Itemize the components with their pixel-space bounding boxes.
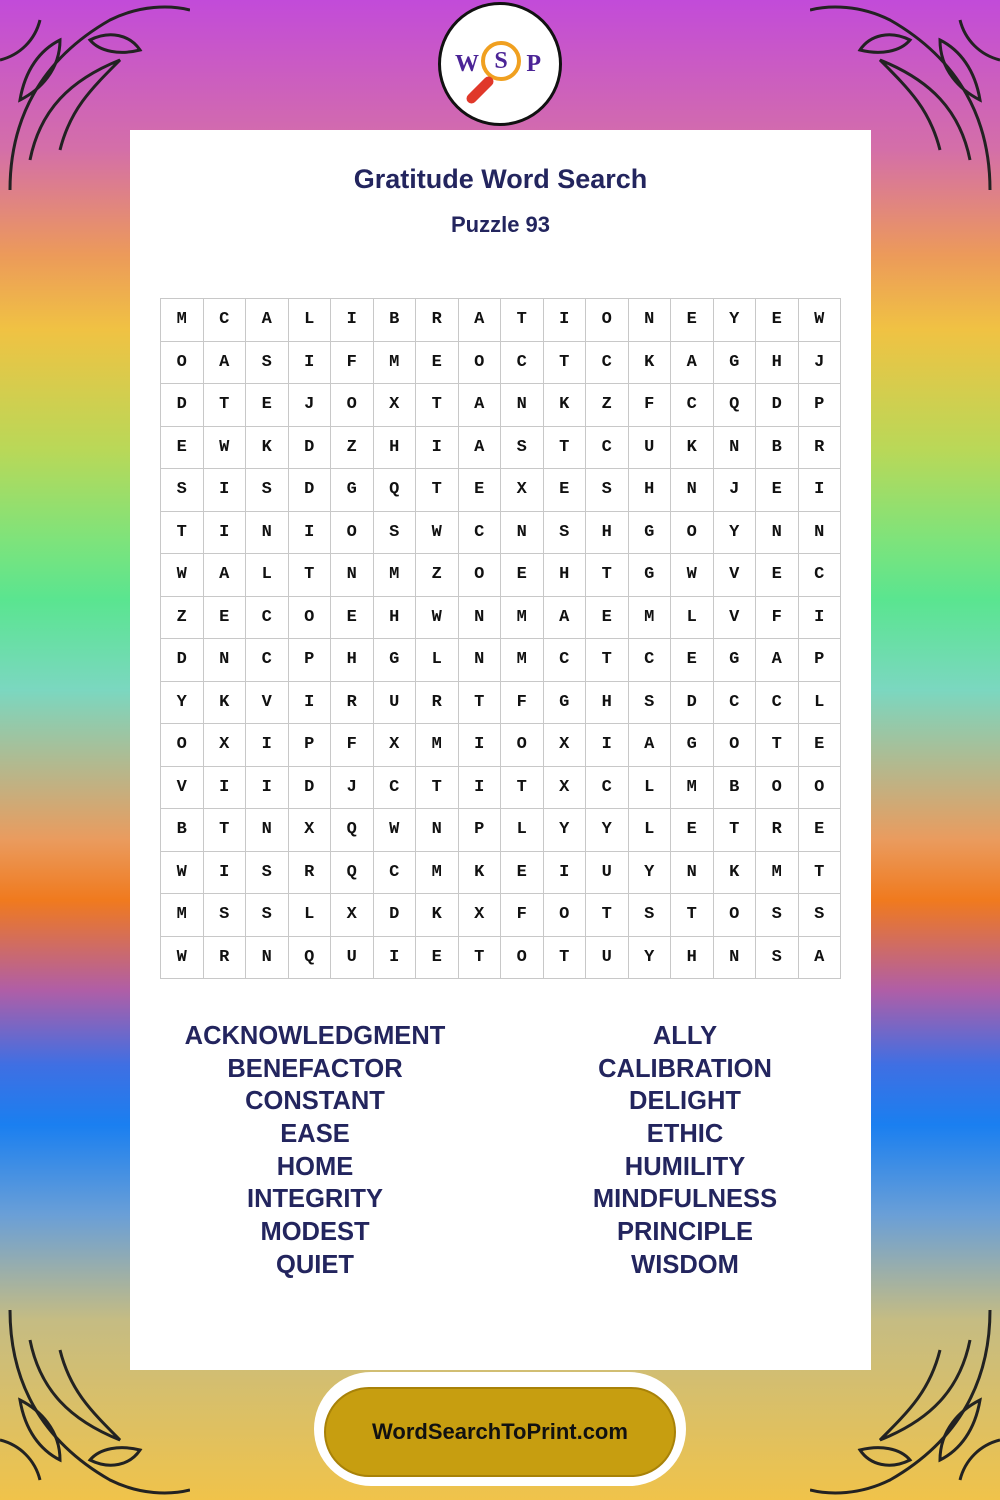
grid-cell[interactable]: W (416, 512, 459, 555)
grid-cell[interactable]: U (629, 427, 672, 470)
grid-cell[interactable]: O (459, 342, 502, 385)
grid-cell[interactable]: H (331, 639, 374, 682)
grid-cell[interactable]: Z (161, 597, 204, 640)
grid-cell[interactable]: K (629, 342, 672, 385)
magnifier-handle (464, 74, 495, 105)
grid-cell[interactable]: S (756, 937, 799, 980)
grid-cell[interactable]: I (799, 597, 842, 640)
word-list-item: ETHIC (646, 1120, 724, 1149)
grid-cell[interactable]: J (714, 469, 757, 512)
grid-cell[interactable]: H (629, 469, 672, 512)
grid-cell[interactable]: E (671, 639, 714, 682)
grid-cell[interactable]: E (799, 724, 842, 767)
grid-cell[interactable]: N (459, 597, 502, 640)
grid-cell[interactable]: N (246, 512, 289, 555)
grid-cell[interactable]: O (161, 724, 204, 767)
grid-cell[interactable]: H (586, 682, 629, 725)
footer-pill (314, 1372, 686, 1486)
grid-cell[interactable]: I (204, 852, 247, 895)
grid-cell[interactable]: S (246, 852, 289, 895)
grid-cell[interactable]: I (459, 724, 502, 767)
grid-cell[interactable]: C (204, 299, 247, 342)
grid-cell[interactable]: M (501, 597, 544, 640)
grid-cell[interactable]: S (161, 469, 204, 512)
grid-cell[interactable]: O (289, 597, 332, 640)
grid-cell[interactable]: N (671, 469, 714, 512)
grid-cell[interactable]: Q (331, 809, 374, 852)
logo-letter-p: P (526, 51, 541, 77)
grid-cell[interactable]: U (331, 937, 374, 980)
grid-cell[interactable]: E (544, 469, 587, 512)
word-list-item: WISDOM (631, 1250, 739, 1279)
grid-cell[interactable]: T (289, 554, 332, 597)
grid-cell[interactable]: H (544, 554, 587, 597)
grid-cell[interactable]: E (756, 299, 799, 342)
grid-cell[interactable]: S (756, 894, 799, 937)
grid-cell[interactable]: O (714, 894, 757, 937)
grid-cell[interactable]: P (799, 639, 842, 682)
grid-cell[interactable]: N (246, 809, 289, 852)
grid-cell[interactable]: E (459, 469, 502, 512)
grid-cell[interactable]: V (246, 682, 289, 725)
grid-cell[interactable]: A (671, 342, 714, 385)
grid-cell[interactable]: M (161, 894, 204, 937)
grid-cell[interactable]: F (501, 682, 544, 725)
grid-cell[interactable]: H (374, 597, 417, 640)
grid-cell[interactable]: N (501, 512, 544, 555)
grid-cell[interactable]: T (459, 682, 502, 725)
grid-cell[interactable]: G (671, 724, 714, 767)
grid-cell[interactable]: Y (161, 682, 204, 725)
grid-cell[interactable]: D (289, 469, 332, 512)
grid-cell[interactable]: T (671, 894, 714, 937)
grid-cell[interactable]: S (501, 427, 544, 470)
grid-cell[interactable]: R (416, 299, 459, 342)
grid-cell[interactable]: T (204, 809, 247, 852)
grid-cell[interactable]: E (756, 554, 799, 597)
grid-cell[interactable]: P (799, 384, 842, 427)
grid-cell[interactable]: A (459, 299, 502, 342)
grid-cell[interactable]: C (586, 767, 629, 810)
grid-cell[interactable]: B (161, 809, 204, 852)
grid-cell[interactable]: E (246, 384, 289, 427)
grid-cell[interactable]: A (544, 597, 587, 640)
grid-cell[interactable]: T (799, 852, 842, 895)
grid-cell[interactable]: N (714, 937, 757, 980)
grid-cell[interactable]: X (374, 384, 417, 427)
grid-cell[interactable]: L (289, 299, 332, 342)
grid-cell[interactable]: N (629, 299, 672, 342)
grid-cell[interactable]: I (416, 427, 459, 470)
word-list-item: DELIGHT (629, 1087, 741, 1116)
grid-cell[interactable]: Y (629, 937, 672, 980)
word-list-item: ALLY (652, 1022, 718, 1050)
grid-cell[interactable]: F (629, 384, 672, 427)
grid-cell[interactable]: M (416, 852, 459, 895)
grid-cell[interactable]: I (246, 724, 289, 767)
grid-cell[interactable]: E (586, 597, 629, 640)
grid-cell[interactable]: C (799, 554, 842, 597)
page-title: Gratitude Word Search (353, 164, 648, 194)
grid-cell[interactable]: T (161, 512, 204, 555)
grid-cell[interactable]: N (331, 554, 374, 597)
grid-cell[interactable]: B (714, 767, 757, 810)
grid-cell[interactable]: D (671, 682, 714, 725)
grid-cell[interactable]: E (671, 809, 714, 852)
grid-cell[interactable]: E (671, 299, 714, 342)
grid-cell[interactable]: X (459, 894, 502, 937)
grid-cell[interactable]: N (246, 937, 289, 980)
grid-cell[interactable]: D (756, 384, 799, 427)
grid-cell[interactable]: U (586, 852, 629, 895)
grid-cell[interactable]: E (756, 469, 799, 512)
grid-cell[interactable]: I (204, 767, 247, 810)
letter-grid (160, 298, 841, 979)
grid-cell[interactable]: I (459, 767, 502, 810)
grid-cell[interactable]: C (501, 342, 544, 385)
grid-cell[interactable]: G (629, 554, 672, 597)
word-list-item: MODEST (260, 1218, 370, 1247)
grid-cell[interactable]: O (161, 342, 204, 385)
grid-cell[interactable]: N (501, 384, 544, 427)
grid-cell[interactable]: C (586, 427, 629, 470)
grid-cell[interactable]: P (289, 724, 332, 767)
grid-cell[interactable]: I (204, 512, 247, 555)
grid-cell[interactable]: Y (629, 852, 672, 895)
grid-cell[interactable]: A (246, 299, 289, 342)
grid-cell[interactable]: N (671, 852, 714, 895)
word-list-item: HOME (276, 1152, 354, 1181)
grid-cell[interactable]: L (501, 809, 544, 852)
grid-cell[interactable]: T (416, 767, 459, 810)
grid-cell[interactable]: W (799, 299, 842, 342)
grid-cell[interactable]: W (161, 554, 204, 597)
grid-cell[interactable]: X (331, 894, 374, 937)
magnifier-icon (481, 41, 521, 81)
grid-cell[interactable]: L (799, 682, 842, 725)
grid-cell[interactable]: T (714, 809, 757, 852)
grid-cell[interactable]: P (289, 639, 332, 682)
grid-cell[interactable]: I (289, 512, 332, 555)
grid-cell[interactable]: X (544, 724, 587, 767)
grid-cell[interactable]: O (756, 767, 799, 810)
grid-cell[interactable]: Z (416, 554, 459, 597)
grid-cell[interactable]: P (459, 809, 502, 852)
grid-cell[interactable]: R (799, 427, 842, 470)
grid-cell[interactable]: A (204, 554, 247, 597)
grid-cell[interactable]: E (161, 427, 204, 470)
word-list-item: INTEGRITY (246, 1185, 383, 1214)
grid-cell[interactable]: A (459, 384, 502, 427)
grid-cell[interactable]: D (289, 767, 332, 810)
grid-cell[interactable]: F (501, 894, 544, 937)
grid-cell[interactable]: N (799, 512, 842, 555)
grid-cell[interactable]: F (756, 597, 799, 640)
grid-cell[interactable]: S (374, 512, 417, 555)
grid-cell[interactable]: R (331, 682, 374, 725)
grid-cell[interactable]: M (756, 852, 799, 895)
word-list-item: EASE (280, 1120, 350, 1149)
grid-cell[interactable]: Y (714, 512, 757, 555)
grid-cell[interactable]: D (374, 894, 417, 937)
grid-cell[interactable]: I (331, 299, 374, 342)
grid-cell[interactable]: C (544, 639, 587, 682)
grid-cell[interactable]: S (629, 894, 672, 937)
grid-cell[interactable]: H (374, 427, 417, 470)
grid-cell[interactable]: H (586, 512, 629, 555)
grid-cell[interactable]: Q (331, 852, 374, 895)
grid-cell[interactable]: J (289, 384, 332, 427)
grid-cell[interactable]: G (714, 639, 757, 682)
grid-cell[interactable]: K (416, 894, 459, 937)
puzzle-number: Puzzle 93 (450, 212, 551, 237)
grid-cell[interactable]: A (629, 724, 672, 767)
grid-cell[interactable]: Z (331, 427, 374, 470)
grid-cell[interactable]: U (586, 937, 629, 980)
grid-cell[interactable]: N (204, 639, 247, 682)
grid-cell[interactable]: Q (289, 937, 332, 980)
grid-cell[interactable]: Y (586, 809, 629, 852)
grid-cell[interactable]: S (629, 682, 672, 725)
grid-cell[interactable]: H (671, 937, 714, 980)
grid-cell[interactable]: T (204, 384, 247, 427)
grid-cell[interactable]: J (799, 342, 842, 385)
grid-cell[interactable]: X (501, 469, 544, 512)
grid-cell[interactable]: O (331, 512, 374, 555)
grid-cell[interactable]: O (799, 767, 842, 810)
grid-cell[interactable]: Y (544, 809, 587, 852)
grid-cell[interactable]: O (501, 724, 544, 767)
grid-cell[interactable]: Z (586, 384, 629, 427)
grid-cell[interactable]: H (756, 342, 799, 385)
grid-cell[interactable]: A (799, 937, 842, 980)
grid-cell[interactable]: S (246, 469, 289, 512)
grid-cell[interactable]: Q (374, 469, 417, 512)
grid-cell[interactable]: T (501, 299, 544, 342)
grid-cell[interactable]: G (544, 682, 587, 725)
grid-cell[interactable]: I (289, 342, 332, 385)
grid-cell[interactable]: D (161, 384, 204, 427)
grid-cell[interactable]: I (246, 767, 289, 810)
grid-cell[interactable]: J (331, 767, 374, 810)
grid-cell[interactable]: S (586, 469, 629, 512)
grid-cell[interactable]: I (289, 682, 332, 725)
grid-cell[interactable]: S (204, 894, 247, 937)
grid-cell[interactable]: F (331, 342, 374, 385)
grid-cell[interactable]: C (629, 639, 672, 682)
grid-cell[interactable]: I (374, 937, 417, 980)
grid-cell[interactable]: T (586, 639, 629, 682)
grid-cell[interactable]: C (671, 384, 714, 427)
grid-cell[interactable]: W (161, 852, 204, 895)
grid-cell[interactable]: D (289, 427, 332, 470)
grid-cell[interactable]: I (544, 852, 587, 895)
grid-cell[interactable]: L (416, 639, 459, 682)
grid-cell[interactable]: K (246, 427, 289, 470)
grid-cell[interactable]: Q (714, 384, 757, 427)
grid-cell[interactable]: M (374, 554, 417, 597)
grid-cell[interactable]: E (501, 852, 544, 895)
grid-cell[interactable]: R (416, 682, 459, 725)
grid-cell[interactable]: E (799, 809, 842, 852)
word-list-item: BENEFACTOR (227, 1054, 403, 1083)
grid-cell[interactable]: O (714, 724, 757, 767)
grid-cell[interactable]: S (799, 894, 842, 937)
grid-cell[interactable]: R (756, 809, 799, 852)
logo-letter-w: W (455, 51, 479, 77)
grid-cell[interactable]: O (586, 299, 629, 342)
grid-cell[interactable]: X (374, 724, 417, 767)
grid-cell[interactable]: T (501, 767, 544, 810)
grid-cell[interactable]: L (629, 767, 672, 810)
word-list-right (500, 1020, 870, 1282)
grid-cell[interactable]: W (671, 554, 714, 597)
grid-cell[interactable]: C (374, 767, 417, 810)
grid-cell[interactable]: O (544, 894, 587, 937)
site-link-button[interactable]: WordSearchToPrint.com (324, 1387, 676, 1477)
grid-cell[interactable]: V (714, 554, 757, 597)
grid-cell[interactable]: E (331, 597, 374, 640)
grid-cell[interactable]: L (246, 554, 289, 597)
grid-cell[interactable]: M (671, 767, 714, 810)
grid-cell[interactable]: G (629, 512, 672, 555)
grid-cell[interactable]: W (161, 937, 204, 980)
grid-cell[interactable]: C (714, 682, 757, 725)
grid-cell[interactable]: T (416, 384, 459, 427)
word-list-item: CALIBRATION (598, 1054, 772, 1083)
grid-cell[interactable]: V (714, 597, 757, 640)
grid-cell[interactable]: S (544, 512, 587, 555)
grid-cell[interactable]: N (416, 809, 459, 852)
grid-cell[interactable]: S (246, 894, 289, 937)
grid-cell[interactable]: L (671, 597, 714, 640)
logo-letter-s: S (494, 48, 508, 74)
word-list-item: HUMILITY (624, 1152, 746, 1181)
grid-cell[interactable]: B (756, 427, 799, 470)
word-list-item: PRINCIPLE (616, 1218, 754, 1247)
site-logo[interactable] (438, 2, 562, 126)
grid-cell[interactable]: I (586, 724, 629, 767)
word-list-item: QUIET (276, 1250, 354, 1279)
grid-cell[interactable]: I (204, 469, 247, 512)
grid-cell[interactable]: T (544, 427, 587, 470)
grid-cell[interactable]: M (501, 639, 544, 682)
grid-cell[interactable]: C (459, 512, 502, 555)
grid-cell[interactable]: E (416, 937, 459, 980)
grid-cell[interactable]: R (289, 852, 332, 895)
grid-cell[interactable]: U (374, 682, 417, 725)
grid-cell[interactable]: M (629, 597, 672, 640)
grid-cell[interactable]: C (586, 342, 629, 385)
grid-cell[interactable]: K (544, 384, 587, 427)
grid-cell[interactable]: M (374, 342, 417, 385)
grid-cell[interactable]: R (204, 937, 247, 980)
grid-cell[interactable]: C (246, 639, 289, 682)
grid-cell[interactable]: T (544, 937, 587, 980)
grid-cell[interactable]: S (246, 342, 289, 385)
grid-cell[interactable]: O (501, 937, 544, 980)
word-list-item: MINDFULNESS (592, 1185, 778, 1214)
grid-cell[interactable]: E (204, 597, 247, 640)
grid-cell[interactable]: T (756, 724, 799, 767)
grid-cell[interactable]: K (459, 852, 502, 895)
grid-cell[interactable]: M (161, 299, 204, 342)
grid-cell[interactable]: O (671, 512, 714, 555)
grid-cell[interactable]: X (289, 809, 332, 852)
grid-cell[interactable]: E (416, 342, 459, 385)
grid-cell[interactable]: A (459, 427, 502, 470)
grid-cell[interactable]: C (246, 597, 289, 640)
grid-cell[interactable]: G (714, 342, 757, 385)
grid-cell[interactable]: T (544, 342, 587, 385)
grid-cell[interactable]: M (416, 724, 459, 767)
grid-cell[interactable]: O (331, 384, 374, 427)
grid-cell[interactable]: W (204, 427, 247, 470)
grid-cell[interactable]: C (374, 852, 417, 895)
grid-cell[interactable]: I (544, 299, 587, 342)
grid-cell[interactable]: A (204, 342, 247, 385)
grid-cell[interactable]: N (756, 512, 799, 555)
grid-cell[interactable]: G (374, 639, 417, 682)
grid-cell[interactable]: K (671, 427, 714, 470)
grid-cell[interactable]: B (374, 299, 417, 342)
grid-cell[interactable]: A (756, 639, 799, 682)
grid-cell[interactable]: I (799, 469, 842, 512)
grid-cell[interactable]: L (289, 894, 332, 937)
grid-cell[interactable]: D (161, 639, 204, 682)
grid-cell[interactable]: N (459, 639, 502, 682)
grid-cell[interactable]: X (544, 767, 587, 810)
grid-cell[interactable]: T (586, 554, 629, 597)
grid-cell[interactable]: X (204, 724, 247, 767)
grid-cell[interactable]: V (161, 767, 204, 810)
word-list-item: CONSTANT (245, 1087, 385, 1116)
grid-cell[interactable]: T (416, 469, 459, 512)
grid-cell[interactable]: G (331, 469, 374, 512)
grid-cell[interactable]: Y (714, 299, 757, 342)
grid-cell[interactable]: K (714, 852, 757, 895)
grid-cell[interactable]: W (374, 809, 417, 852)
grid-cell[interactable]: K (204, 682, 247, 725)
grid-cell[interactable]: L (629, 809, 672, 852)
grid-cell[interactable]: T (459, 937, 502, 980)
grid-cell[interactable]: T (586, 894, 629, 937)
grid-cell[interactable]: N (714, 427, 757, 470)
grid-cell[interactable]: E (501, 554, 544, 597)
grid-cell[interactable]: O (459, 554, 502, 597)
word-list-item: ACKNOWLEDGMENT (184, 1022, 446, 1050)
grid-cell[interactable]: W (416, 597, 459, 640)
grid-cell[interactable]: C (756, 682, 799, 725)
puzzle-card (130, 130, 871, 1370)
grid-cell[interactable]: F (331, 724, 374, 767)
word-list-left (130, 1020, 500, 1282)
